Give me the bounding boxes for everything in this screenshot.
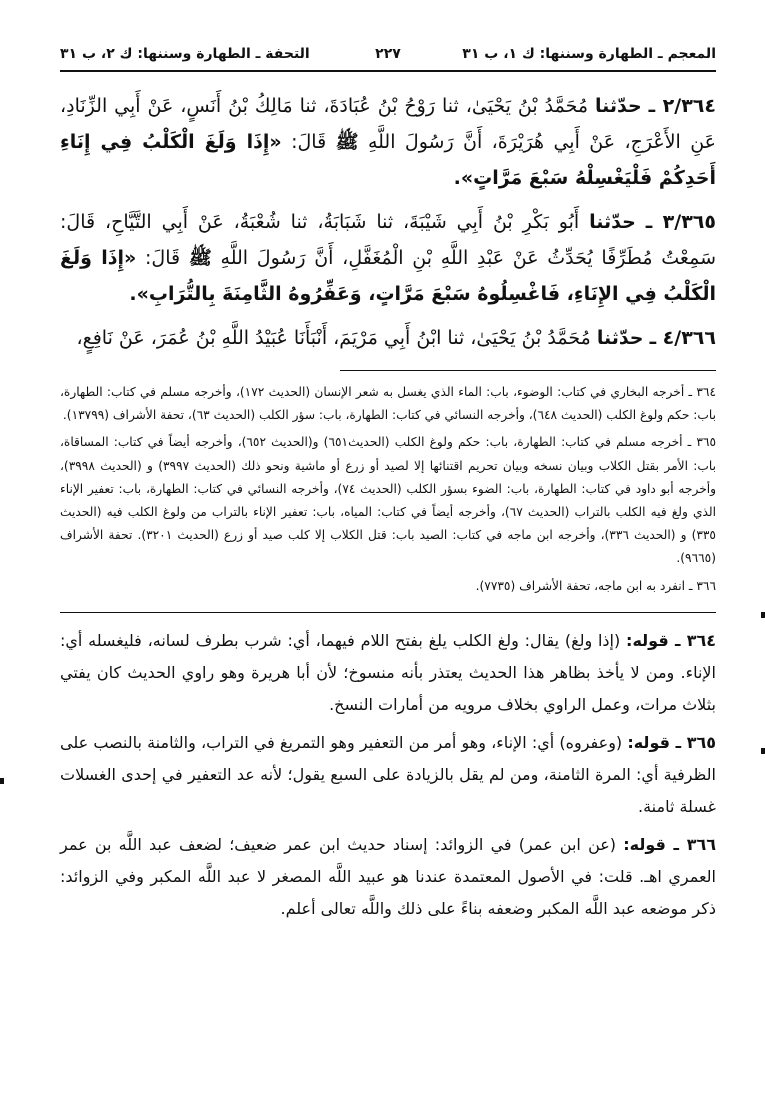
commentary-text: (وعفروه) أي: الإناء، وهو أمر من التعفير وهو التمريغ في التراب، والثامنة بالنصب على الظرفية أي: المرة الثامنة، ومن لم يقل بالزيادة على السبع يقول؛ لأنه عد التعفير في إحدى الغسلات غسلة ثامنة. (60, 732, 716, 816)
narration-keyword: حدّثنا (594, 95, 642, 117)
commentary-365 (60, 727, 716, 823)
commentary-separator (60, 612, 716, 613)
commentary-text: (إذا ولغ) يقال: ولغ الكلب يلغ بفتح اللام فيهما، أي: شرب بطرف لسانه، فليغسله أي: الإناء. ومن لا يأخذ بظاهر هذا الحديث يعتذر بأنه منسوخ؛ لأن أبا هريرة وهو راوي الحديث كان يفتي بثلاث مرات، وعمل الراوي بخلاف مرويه من أمارات النسخ. (60, 630, 716, 714)
isnad-text: مُحَمَّدُ بْنُ يَحْيَىٰ، ثنا ابْنُ أَبِي مَرْيَمَ، أَنْبَأَنَا عُبَيْدُ اللَّهِ بْنُ عُمَرَ، عَنْ نَافِعٍ، (76, 327, 591, 349)
salawat-glyph: ﷺ (188, 247, 212, 269)
matn-text: «إِذَا وَلَغَ الْكَلْبُ فِي الإِنَاءِ، فَاغْسِلُوهُ سَبْعَ مَرَّاتٍ، وَعَفِّرُوهُ الثَّامِنَةَ بِالتُّرَابِ». (60, 247, 716, 305)
hadith-number: ٤/٣٦٦ ـ (649, 327, 716, 349)
qala-text: قَالَ: (291, 131, 327, 153)
hadith-364 (60, 88, 716, 196)
qala-text: قَالَ: (145, 247, 181, 269)
takhrij-note-364: ٣٦٤ ـ أخرجه البخاري في كتاب: الوضوء، باب: الماء الذي يغسل به شعر الإنسان (الحديث ١٧٢)، وأخرجه مسلم في كتاب: الطهارة، باب: حكم ولوغ الكلب (الحديث ٦٤٨)، وأخرجه النسائي في كتاب: الطهارة، باب: سؤر الكلب (الحديث ٦٣)، تحفة الأشراف (١٣٧٩٩). (60, 385, 716, 423)
narration-keyword: حدّثنا (596, 327, 644, 349)
isnad-text: مُحَمَّدُ بْنُ يَحْيَىٰ، ثنا رَوْحُ بْنُ عُبَادَةَ، ثنا مَالِكُ بْنُ أَنَسٍ، عَنْ أَبِي الزِّنَادِ، عَنِ الأَعْرَجِ، عَنْ أَبِي هُرَيْرَةَ، أَنَّ رَسُولَ اللَّهِ (60, 95, 717, 153)
narration-keyword: حدّثنا (589, 211, 636, 233)
margin-mark-right (761, 748, 765, 754)
commentary-label: ٣٦٦ ـ قوله: (623, 834, 716, 854)
hadith-365 (60, 204, 716, 312)
takhrij-separator (340, 370, 716, 371)
header-tuhfa-reference: التحفة ـ الطهارة وسننها: ك ٢، ب ٣١ (60, 46, 310, 62)
running-header (60, 42, 716, 72)
hadith-number: ٣/٣٦٥ ـ (645, 211, 716, 233)
salawat-glyph: ﷺ (335, 131, 359, 153)
isnad-text: أَبُو بَكْرِ بْنُ أَبِي شَيْبَةَ، ثنا شَبَابَةُ، ثنا شُعْبَةُ، عَنْ أَبِي التَّيَّاحِ، قَالَ: سَمِعْتُ مُطَرِّفًا يُحَدِّثُ عَنْ عَبْدِ اللَّهِ بْنِ الْمُغَفَّلِ، أَنَّ رَسُولَ اللَّهِ (60, 211, 717, 269)
margin-mark-left (0, 778, 4, 784)
margin-mark-right (761, 612, 765, 618)
page-number: ٢٢٧ (375, 46, 401, 62)
book-page (60, 42, 716, 925)
commentary-366 (60, 829, 716, 925)
matn-text: «إِذَا وَلَغَ الْكَلْبُ فِي إِنَاءِ أَحَدِكُمْ فَلْيَغْسِلْهُ سَبْعَ مَرَّاتٍ». (60, 131, 716, 189)
hadith-366 (60, 320, 716, 356)
takhrij-note-366: ٣٦٦ ـ انفرد به ابن ماجه، تحفة الأشراف (٧٧٣٥). (475, 578, 716, 593)
commentary-label: ٣٦٥ ـ قوله: (627, 732, 716, 752)
header-mujam-reference: المعجم ـ الطهارة وسننها: ك ١، ب ٣١ (462, 46, 716, 62)
commentary-text: (عن ابن عمر) في الزوائد: إسناد حديث ابن عمر ضعيف؛ لضعف عبد اللَّه بن عمر العمري اهـ. قلت: في الأصول المعتمدة عندنا هو عبيد اللَّه المصغر لا عبد اللَّه المكبر وفي الزوائد: ذكر موضعه عبد اللَّه المكبر وضعفه بناءً على ذلك واللَّه تعالى أعلم. (60, 834, 716, 918)
commentary-label: ٣٦٤ ـ قوله: (626, 630, 716, 650)
hadith-number: ٢/٣٦٤ ـ (648, 95, 716, 117)
takhrij-note-365: ٣٦٥ ـ أخرجه مسلم في كتاب: الطهارة، باب: حكم ولوغ الكلب (الحديث٦٥١) و(الحديث ٦٥٢)، وأخرجه أيضاً في كتاب: المساقاة، باب: الأمر بقتل الكلاب وبيان نسخه وبيان تحريم اقتنائها إلا لصيد أو زرع أو ماشية ونحو ذلك (الحديث ٣٩٩٧) و (الحديث ٣٩٩٨)، وأخرجه أبو داود في كتاب: الطهارة، باب: الضوء بسؤر الكلب (الحديث ٧٤)، وأخرجه النسائي في كتاب: الطهارة، باب: تعفير الإناء الذي ولغ فيه الكلب بالتراب (الحديث ٦٧)، وأخرجه أيضاً في كتاب: المياه، باب: تعفير الإناء بالتراب من ولوغ الكلب فيه (الحديث ٣٣٥) و (الحديث ٣٣٦)، وأخرجه ابن ماجه في كتاب: الصيد باب: قتل الكلاب إلا كلب صيد أو زرع (الحديث ٣٢٠١). تحفة الأشراف (٩٦٦٥). (60, 435, 717, 566)
commentary-364 (60, 625, 716, 721)
